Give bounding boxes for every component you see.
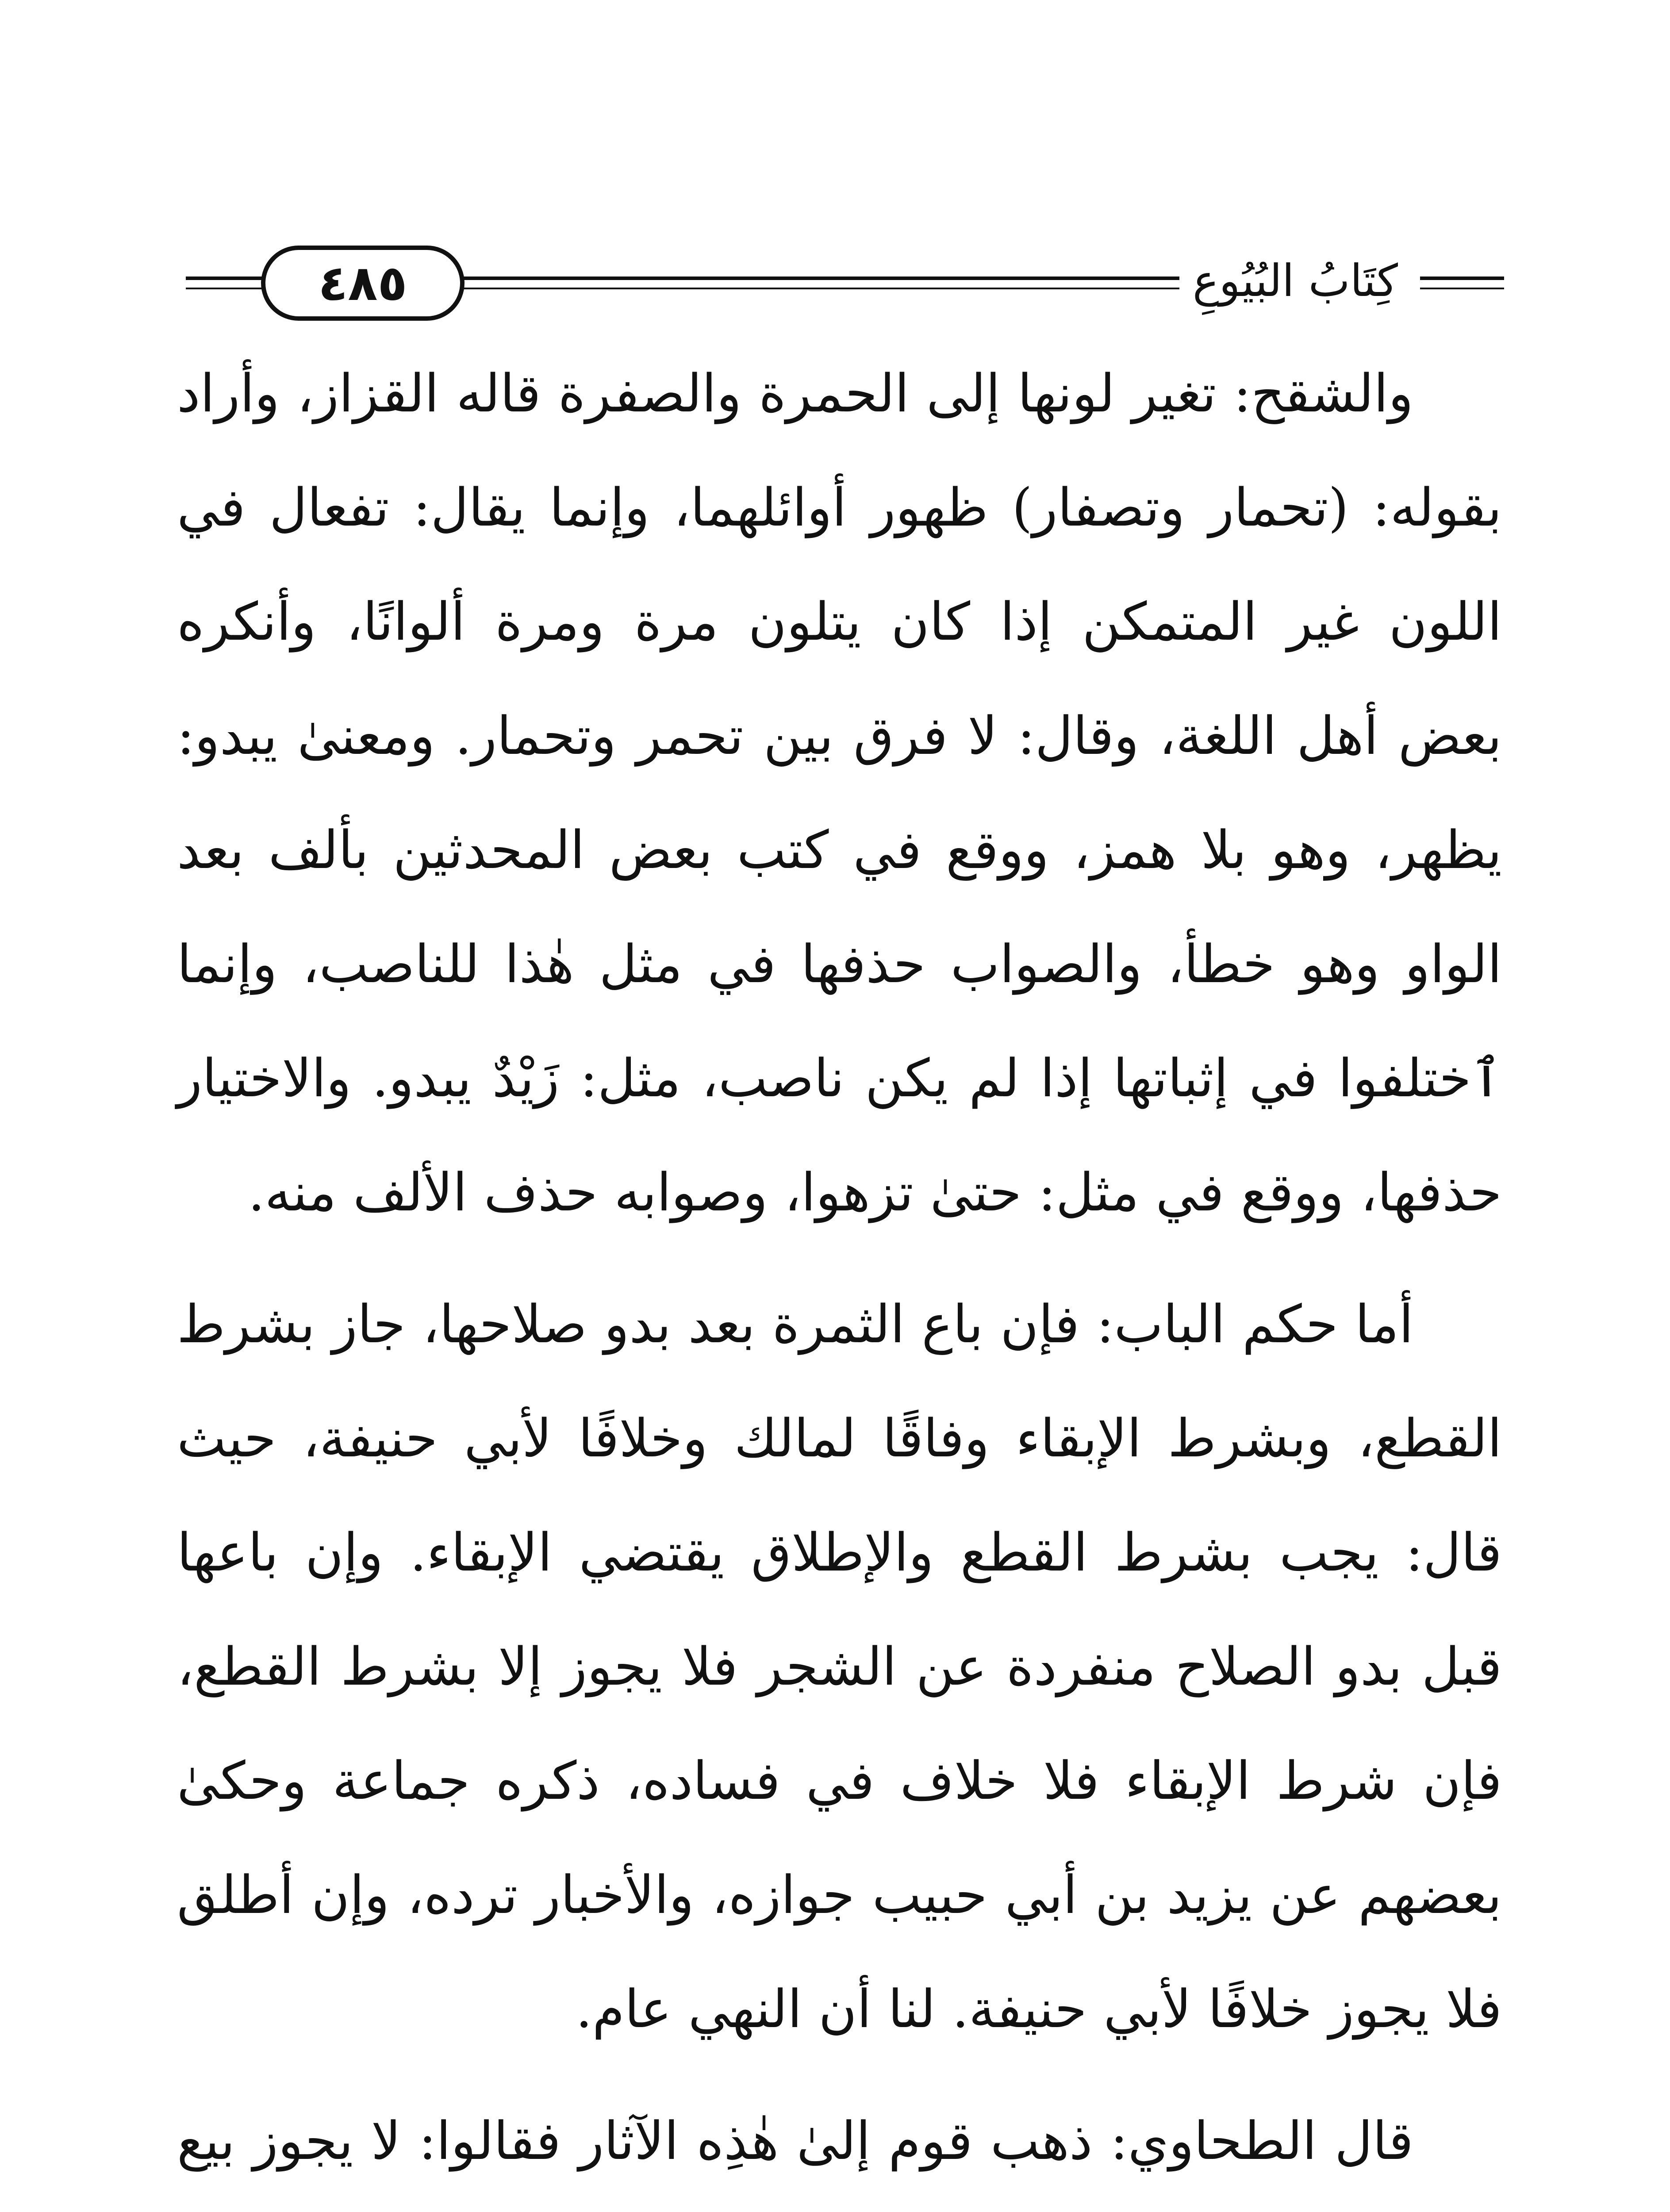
- page-number-badge: [261, 246, 465, 321]
- paragraph-2: أما حكم الباب: فإن باع الثمرة بعد بدو صلاحها، جاز بشرط القطع، وبشرط الإبقاء وفاقًا لمالك وخلافًا لأبي حنيفة، حيث قال: يجب بشرط القطع والإطلاق يقتضي الإبقاء. وإن باعها قبل بدو الصلاح منفردة عن الشجر فلا يجوز إلا بشرط القطع، فإن شرط الإبقاء فلا خلاف في فساده، ذكره جماعة وحكىٰ بعضهم عن يزيد بن أبي حبيب جوازه، والأخبار ترده، وإن أطلق فلا يجوز خلافًا لأبي حنيفة. لنا أن النهي عام.: [177, 1294, 1502, 2039]
- paragraph-1: والشقح: تغير لونها إلى الحمرة والصفرة قاله القزاز، وأراد بقوله: (تحمار وتصفار) ظهور أوائلهما، وإنما يقال: تفعال في اللون غير المتمكن إذا كان يتلون مرة ومرة ألوانًا، وأنكره بعض أهل اللغة، وقال: لا فرق بين تحمر وتحمار. ومعنىٰ يبدو: يظهر، وهو بلا همز، ووقع في كتب بعض المحدثين بألف بعد الواو وهو خطأ، والصواب حذفها في مثل هٰذا للناصب، وإنما ٱختلفوا في إثباتها إذا لم يكن ناصب، مثل: زَيْدٌ يبدو. والاختيار حذفها، ووقع في مثل: حتىٰ تزهوا، وصوابه حذف الألف منه.: [177, 363, 1502, 1223]
- header-rule-right-thin: [1420, 288, 1504, 289]
- main-text: [177, 336, 1502, 2212]
- paragraph-3: [177, 2084, 1502, 2212]
- page-number: ٤٨٥: [318, 255, 407, 311]
- header-rule-right: [1420, 276, 1504, 280]
- paragraph-3-text-before: قال الطحاوي: ذهب قوم إلىٰ هٰذِه الآثار فقالوا: لا يجوز بيع: [177, 2110, 1413, 2171]
- page-header: [186, 246, 1504, 321]
- running-title: كِتَابُ البُيُوعِ: [1179, 259, 1411, 303]
